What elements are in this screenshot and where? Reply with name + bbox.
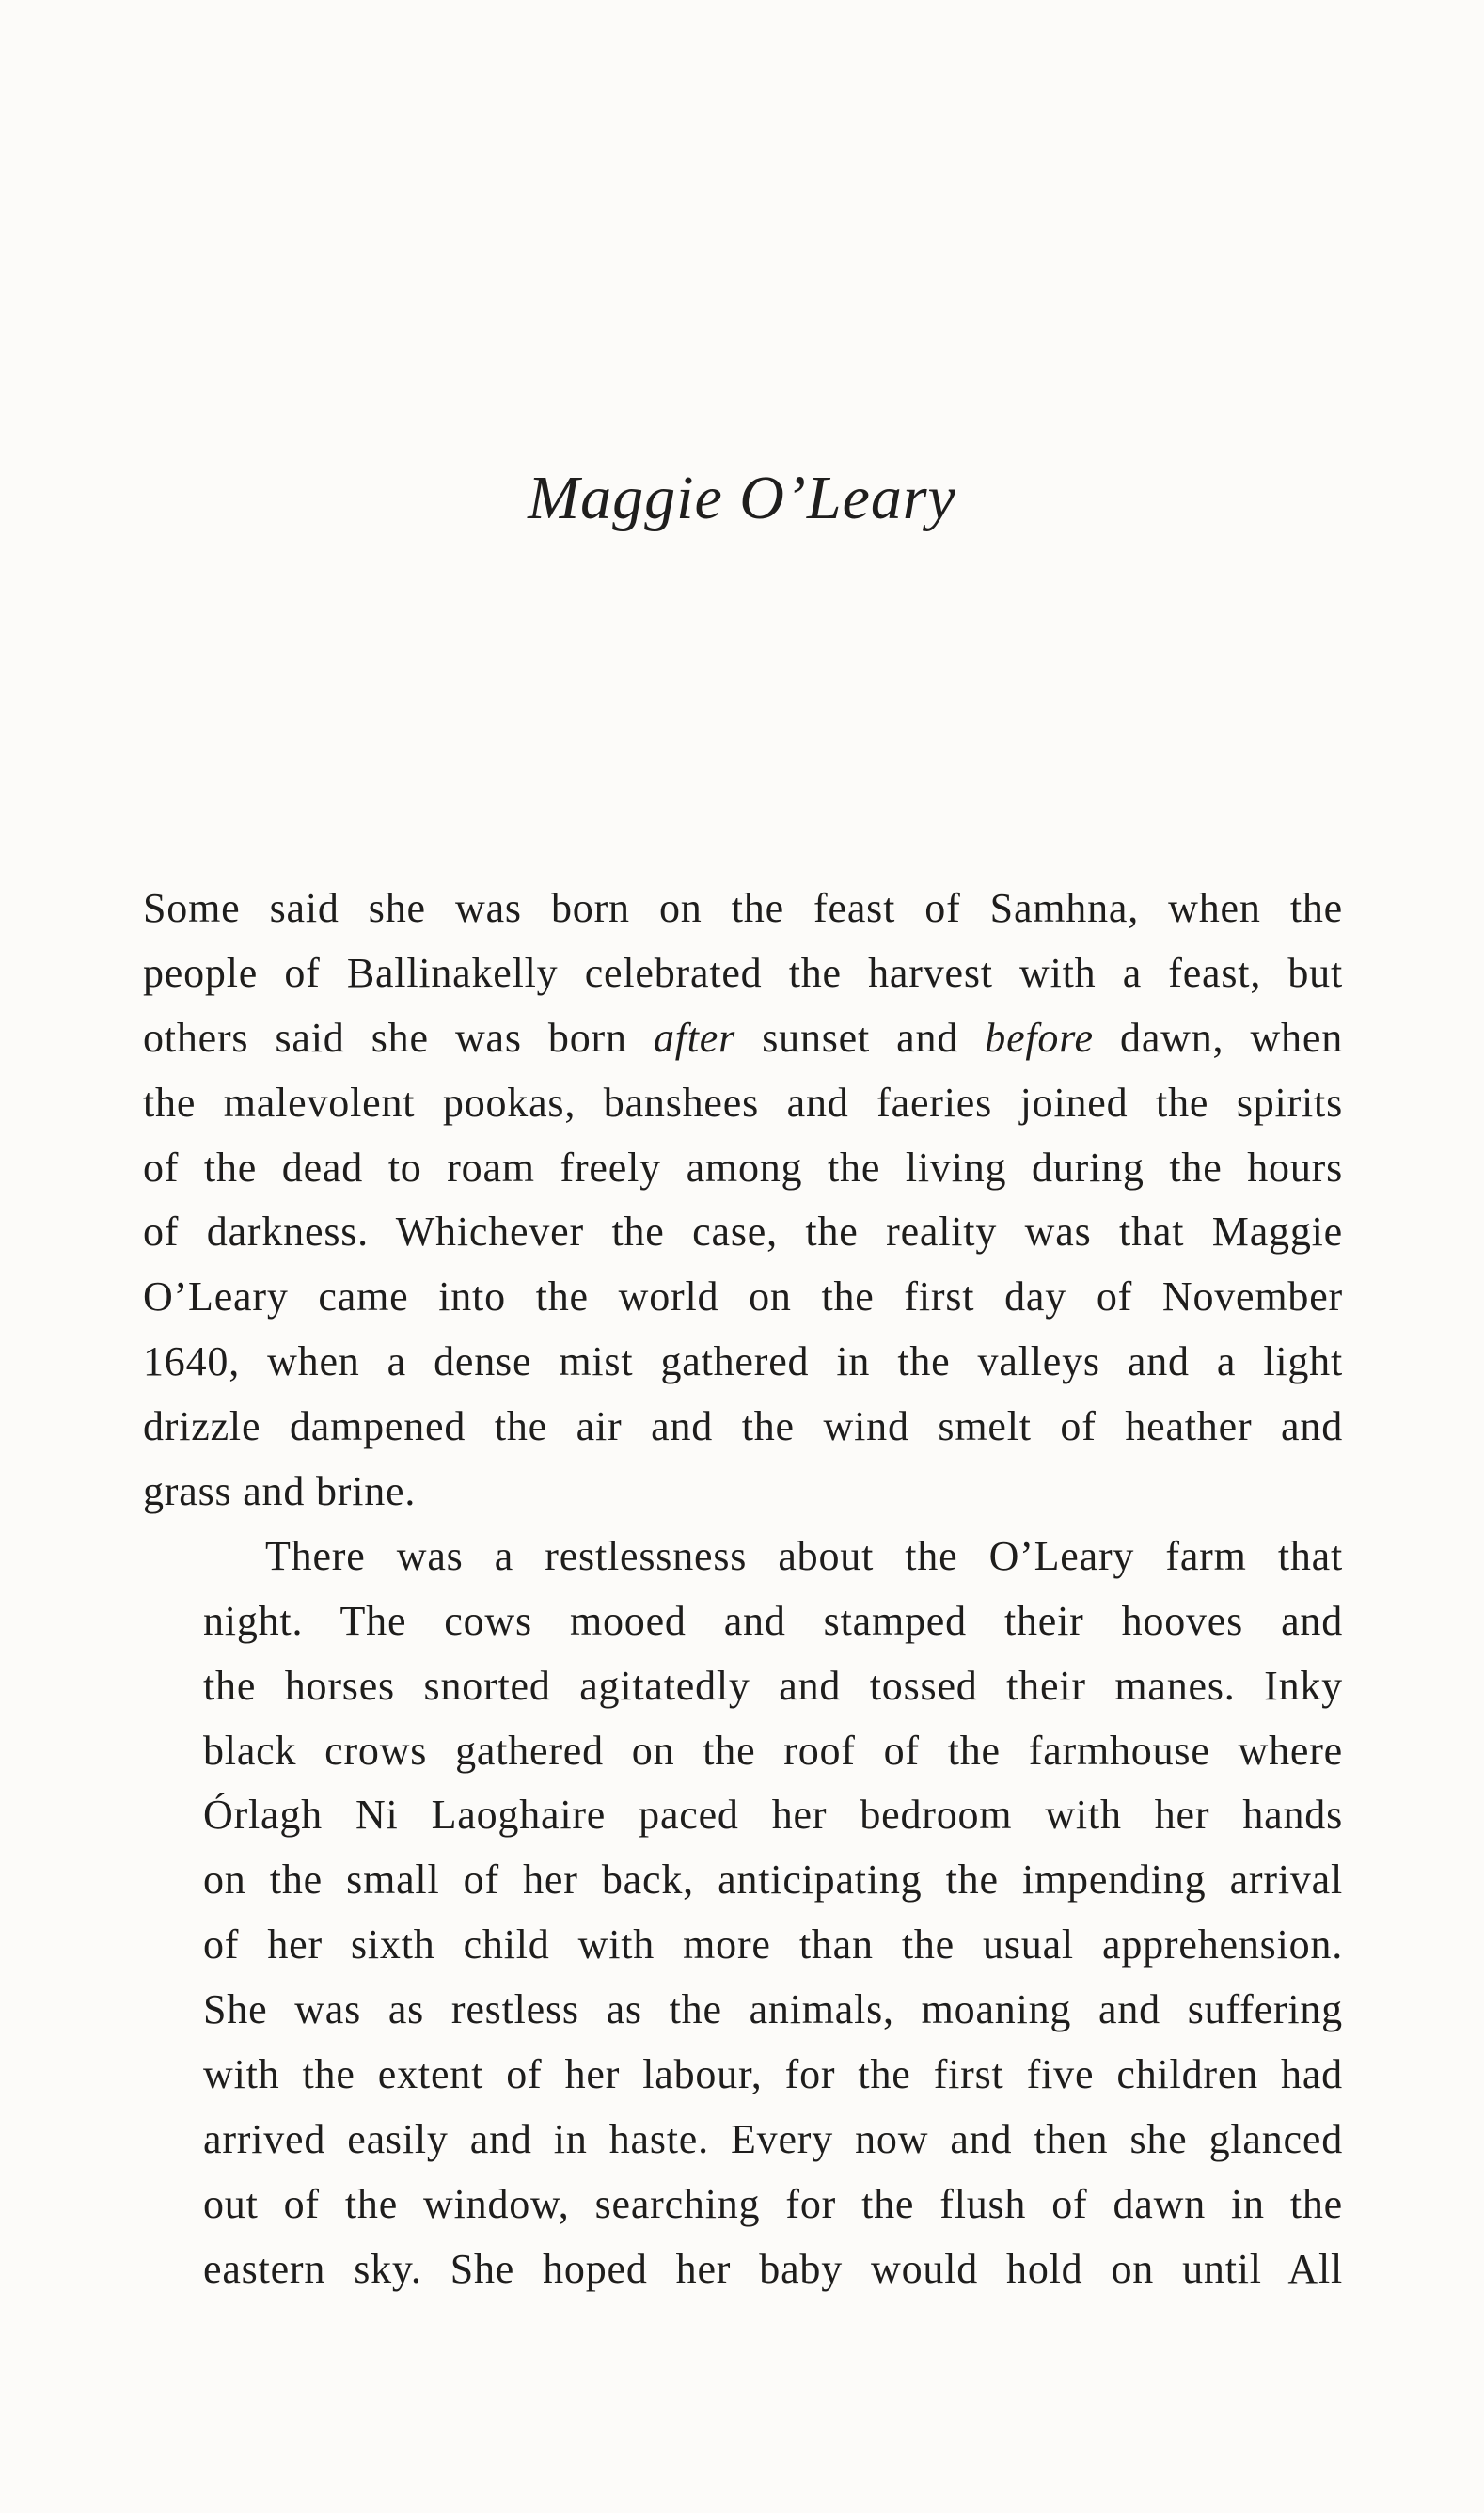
paragraph-1: [143, 877, 1343, 1525]
text-line: the horses snorted agitatedly and tossed their manes. Inky: [203, 1662, 1343, 1709]
text-fragment: others said she was born: [143, 1014, 654, 1061]
text-line: She was as restless as the animals, moaning and suffering: [203, 1986, 1343, 2033]
text-line: people of Ballinakelly celebrated the harvest with a feast, but: [143, 949, 1343, 996]
text-line: eastern sky. She hoped her baby would hold on until All: [203, 2245, 1343, 2292]
text-line: arrived easily and in haste. Every now and then she glanced: [203, 2115, 1343, 2162]
text-fragment: sunset and: [735, 1014, 986, 1061]
text-line: the malevolent pookas, banshees and faeries joined the spirits: [143, 1079, 1343, 1126]
text-line: night. The cows mooed and stamped their hooves and: [203, 1597, 1343, 1644]
text-fragment: dawn, when: [1093, 1014, 1343, 1061]
text-line: [143, 1006, 1343, 1071]
text-line: of darkness. Whichever the case, the reality was that Maggie: [143, 1209, 1343, 1256]
text-line: 1640, when a dense mist gathered in the valleys and a light: [143, 1338, 1343, 1385]
paragraph-2: [143, 1525, 1343, 2302]
text-line: drizzle dampened the air and the wind smelt of heather and: [143, 1403, 1343, 1450]
chapter-title: Maggie O’Leary: [528, 464, 956, 532]
text-line: out of the window, searching for the flush of dawn in the: [203, 2180, 1343, 2227]
text-line: grass and brine.: [143, 1468, 417, 1515]
text-line: on the small of her back, anticipating the impending arrival: [203, 1857, 1343, 1904]
body-text: [143, 877, 1343, 2302]
text-line: of her sixth child with more than the usual apprehension.: [203, 1921, 1343, 1968]
text-line: There was a restlessness about the O’Leary farm that: [265, 1532, 1343, 1579]
text-line: O’Leary came into the world on the first day of November: [143, 1273, 1343, 1320]
text-line: Órlagh Ni Laoghaire paced her bedroom with her hands: [203, 1792, 1343, 1839]
italic-word: after: [653, 1014, 736, 1061]
text-line: with the extent of her labour, for the first five children had: [203, 2051, 1343, 2098]
italic-word: before: [985, 1014, 1094, 1061]
text-line: black crows gathered on the roof of the farmhouse where: [203, 1727, 1343, 1774]
text-line: Some said she was born on the feast of Samhna, when the: [143, 885, 1343, 931]
text-line: of the dead to roam freely among the living during the hours: [143, 1144, 1343, 1191]
